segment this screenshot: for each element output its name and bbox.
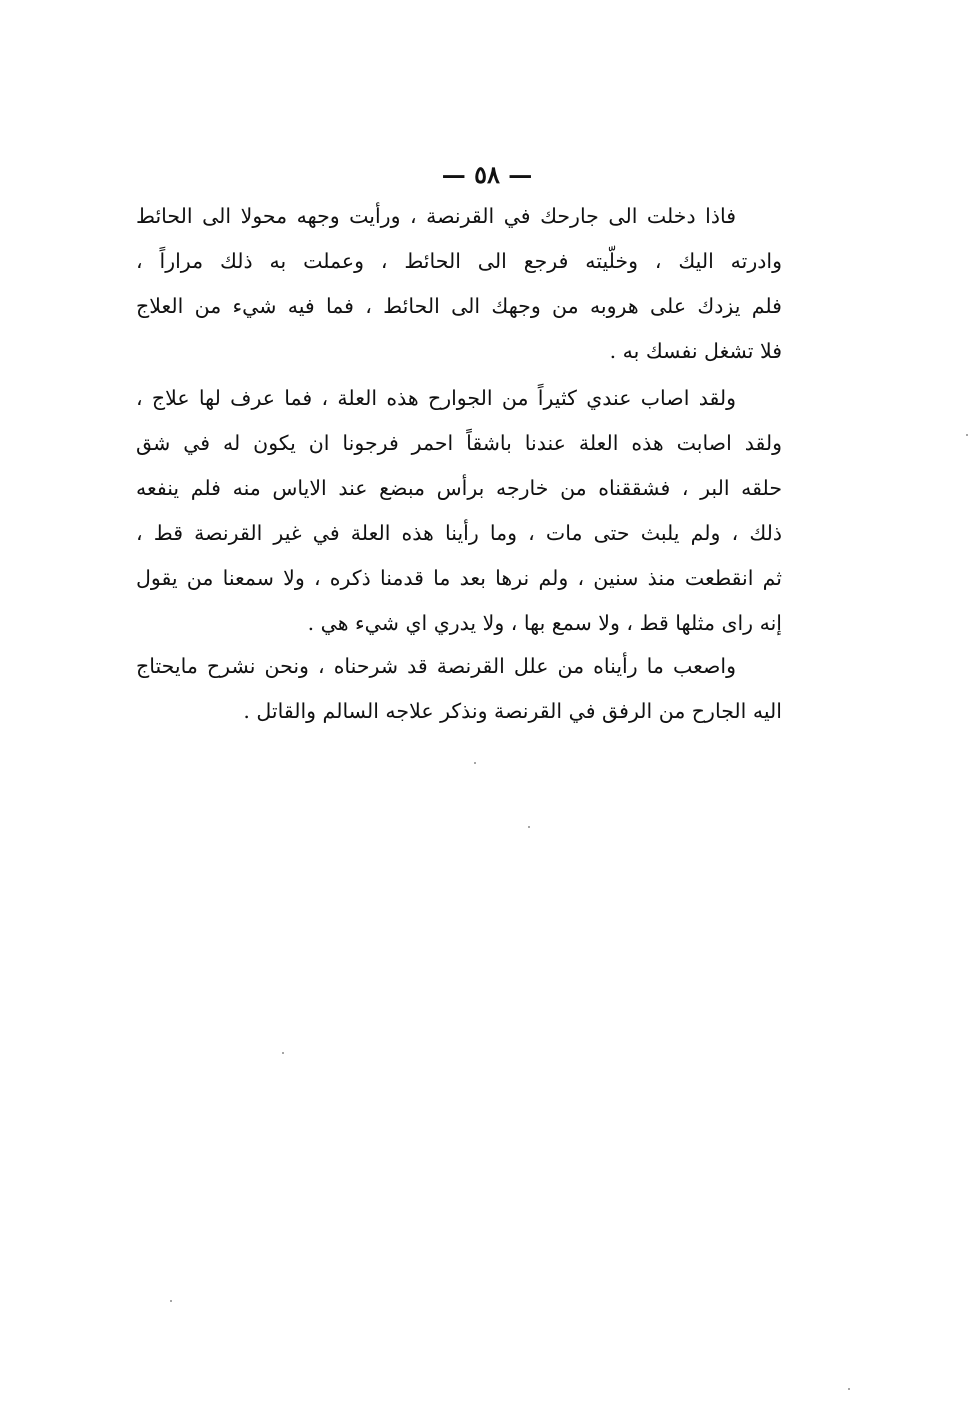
scan-speck [170,1300,172,1302]
scan-speck [848,1388,850,1390]
paragraph [136,644,782,734]
text-line: ولقد اصاب عندي كثيراً من الجوارح هذه العلة ، فما عرف لها علاج ، [136,386,736,410]
text-line: ولقد اصابت هذه العلة عندنا باشقاً احمر فرجونا ان يكون له في شق [136,431,782,455]
text-line: فلم يزدك على هروبه من وجهك الى الحائط ، فما فيه شيء من العلاج [136,294,782,318]
paragraph [136,376,782,646]
text-line: فلا تشغل نفسك به . [609,339,782,363]
text-line: ثم انقطعت منذ سنين ، ولم نرها بعد ما قدمنا ذكره ، ولا سمعنا من يقول [136,566,782,590]
scan-speck [474,762,476,764]
text-line: إنه راى مثلها قط ، ولا سمع بها ، ولا يدري اي شيء هي . [307,611,782,635]
scan-speck [528,826,530,828]
scan-speck [282,1052,284,1054]
scan-speck [966,434,968,436]
text-line: وادرته اليك ، وخلّيته فرجع الى الحائط ، وعملت به ذلك مراراً ، [136,249,782,273]
paragraph [136,194,782,374]
text-line: واصعب ما رأيناه من علل القرنصة قد شرحناه ، ونحن نشرح مايحتاج [136,654,736,678]
text-line: حلقه البر ، فشققناه من خارجه برأس مبضع عند الاياس منه فلم ينفعه [136,476,782,500]
text-line: ذلك ، ولم يلبث حتى مات ، وما رأينا هذه العلة في غير القرنصة قط ، [136,521,782,545]
page-number: — ٥٨ — [441,160,533,189]
text-line: اليه الجارح من الرفق في القرنصة ونذكر علاجه السالم والقاتل . [243,699,782,723]
text-line: فاذا دخلت الى جارحك في القرنصة ، ورأيت وجهه محولا الى الحائط [136,204,736,228]
